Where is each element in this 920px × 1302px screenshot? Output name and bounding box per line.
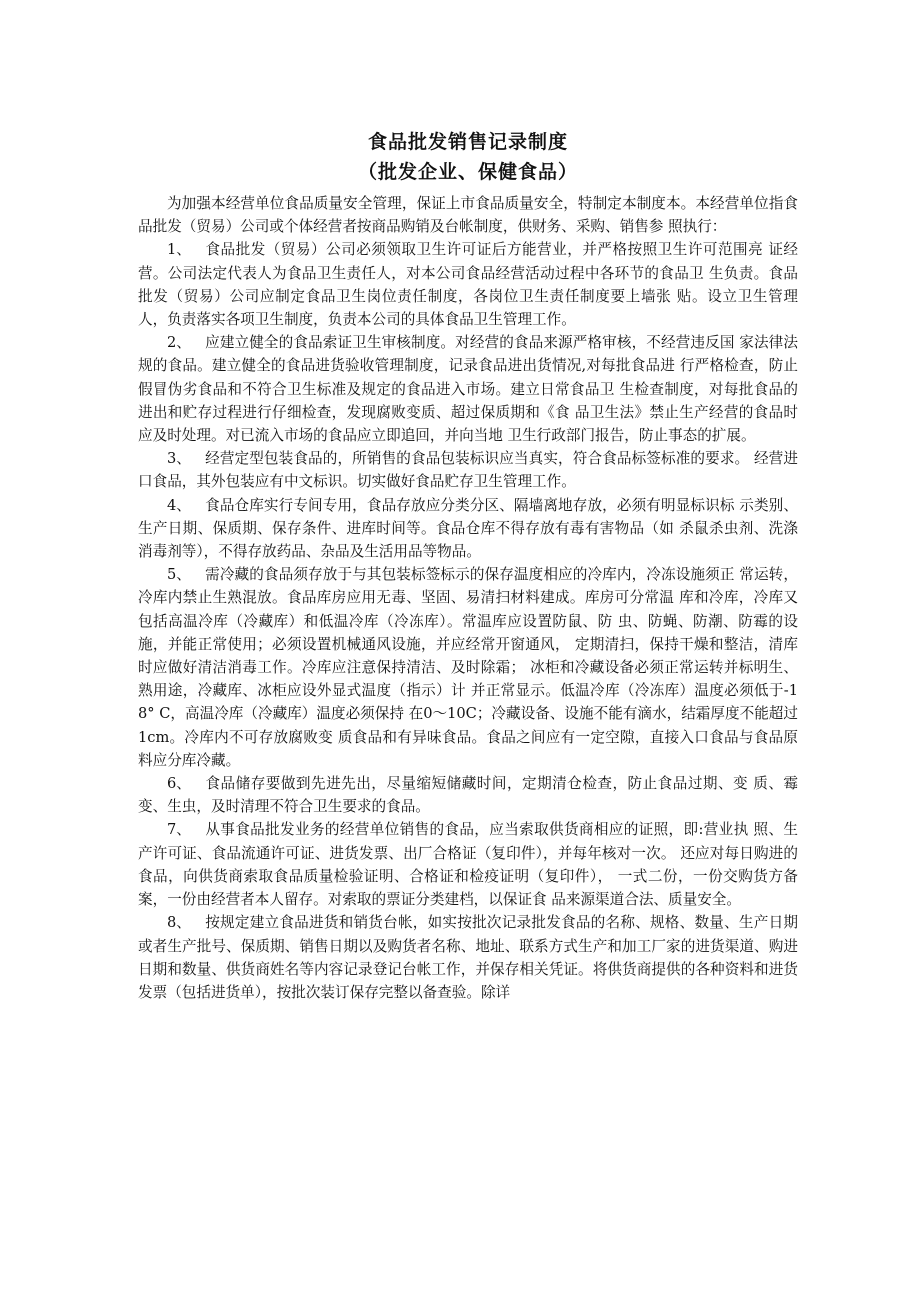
document-subtitle: （批发企业、保健食品）	[357, 161, 578, 183]
document-page	[138, 128, 798, 1004]
intro-paragraph: 为加强本经营单位食品质量安全管理，保证上市食品质量安全，特制定本制度本。本经营单位指食品批发（贸易）公司或个体经营者按商品购销及台帐制度，供财务、采购、销售参 照执行：	[138, 195, 798, 236]
item-number: 7、	[167, 821, 191, 839]
item-text: 食品批发（贸易）公司必须领取卫生许可证后方能营业，并严格按照卫生许可范围亮 证经营。公司法定代表人为食品卫生责任人，对本公司食品经营活动过程中各环节的食品卫 生负责。食品批发（贸易）公司应制定食品卫生岗位责任制度，各岗位卫生责任制度要上墙张 贴。设立卫生管理人，负责落实各项卫生制度，负责本公司的具体食品卫生管理工作。	[138, 241, 798, 329]
item-text: 食品仓库实行专间专用，食品存放应分类分区、隔墙离地存放，必须有明显标识标 示类别、生产日期、保质期、保存条件、进库时间等。食品仓库不得存放有毒有害物品（如 杀鼠杀虫剂、洗涤消毒剂等），不得存放药品、杂品及生活用品等物品。	[138, 496, 798, 561]
item-text: 食品储存要做到先进先出，尽量缩短储藏时间，定期清仓检查，防止食品过期、变 质、霉变、生虫，及时清理不符合卫生要求的食品。	[138, 775, 798, 816]
list-item	[138, 818, 798, 911]
list-item	[138, 772, 798, 818]
list-item	[138, 331, 798, 447]
item-number: 1、	[167, 241, 191, 259]
list-item	[138, 238, 798, 331]
item-number: 4、	[167, 496, 191, 514]
item-number: 3、	[167, 450, 191, 468]
item-text: 需冷藏的食品须存放于与其包装标签标示的保存温度相应的冷库内，冷冻设施须正 常运转，冷库内禁止生熟混放。食品库房应用无毒、坚固、易清扫材料建成。库房可分常温 库和冷库，冷库又包括高温冷库（冷藏库）和低温冷库（冷冻库）。常温库应设置防鼠、防 虫、防蝇、防潮、防霉的设施，并能正常使用；必须设置机械通风设施，并应经常开窗通风， 定期清扫，保持干燥和整洁，清库时应做好清洁消毒工作。冷库应注意保持清洁、及时除霜； 冰柜和冷藏设备必须正常运转并标明生、熟用途，冷藏库、冰柜应设外显式温度（指示）计 并正常显示。低温冷库（冷冻库）温度必须低于-18° C，高温冷库（冷藏库）温度必须保持 在0～10C；冷藏设备、设施不能有滴水，结霜厚度不能超过1cm。冷库内不可存放腐败变 质食品和有异味食品。食品之间应有一定空隙，直接入口食品与食品原料应分库冷藏。	[138, 566, 798, 769]
item-text: 经营定型包装食品的，所销售的食品包装标识应当真实，符合食品标签标准的要求。 经营进口食品，其外包装应有中文标识。切实做好食品贮存卫生管理工作。	[138, 450, 798, 491]
item-number: 6、	[167, 775, 191, 793]
item-number: 5、	[167, 566, 191, 584]
list-item	[138, 563, 798, 772]
list-item	[138, 911, 798, 1004]
item-number: 8、	[167, 914, 191, 932]
document-title: 食品批发销售记录制度	[367, 131, 568, 153]
item-text: 按规定建立食品进货和销货台帐，如实按批次记录批发食品的名称、规格、数量、生产日期或者生产批号、保质期、销售日期以及购货者名称、地址、联系方式生产和加工厂家的进货渠道、购进日期和数量、供货商姓名等内容记录登记台帐工作，并保存相关凭证。将供货商提供的各种资料和进货发票（包括进货单），按批次装订保存完整以备查验。除详	[138, 914, 798, 1001]
list-item	[138, 494, 798, 564]
item-text: 应建立健全的食品索证卫生审核制度。对经营的食品来源严格审核，不经营违反国 家法律法规的食品。建立健全的食品进货验收管理制度，记录食品进出货情况,对每批食品进 行严格检查，防止假冒伪劣食品和不符合卫生标准及规定的食品进入市场。建立日常食品卫 生检查制度，对每批食品的进出和贮存过程进行仔细检查，发现腐败变质、超过保质期和《食 品卫生法》禁止生产经营的食品时应及时处理。对已流入市场的食品应立即追回，并向当地 卫生行政部门报告，防止事态的扩展。	[138, 334, 798, 445]
item-text: 从事食品批发业务的经营单位销售的食品，应当索取供货商相应的证照，即:营业执 照、生产许可证、食品流通许可证、进货发票、出厂合格证（复印件），并每年核对一次。 还应对每日购进的食品，向供货商索取食品质量检验证明、合格证和检疫证明（复印件）， 一式二份，一份交购货方备案，一份由经营者本人留存。对索取的票证分类建档，以保证食 品来源渠道合法、质量安全。	[138, 821, 798, 909]
item-number: 2、	[167, 334, 191, 352]
list-item	[138, 447, 798, 493]
